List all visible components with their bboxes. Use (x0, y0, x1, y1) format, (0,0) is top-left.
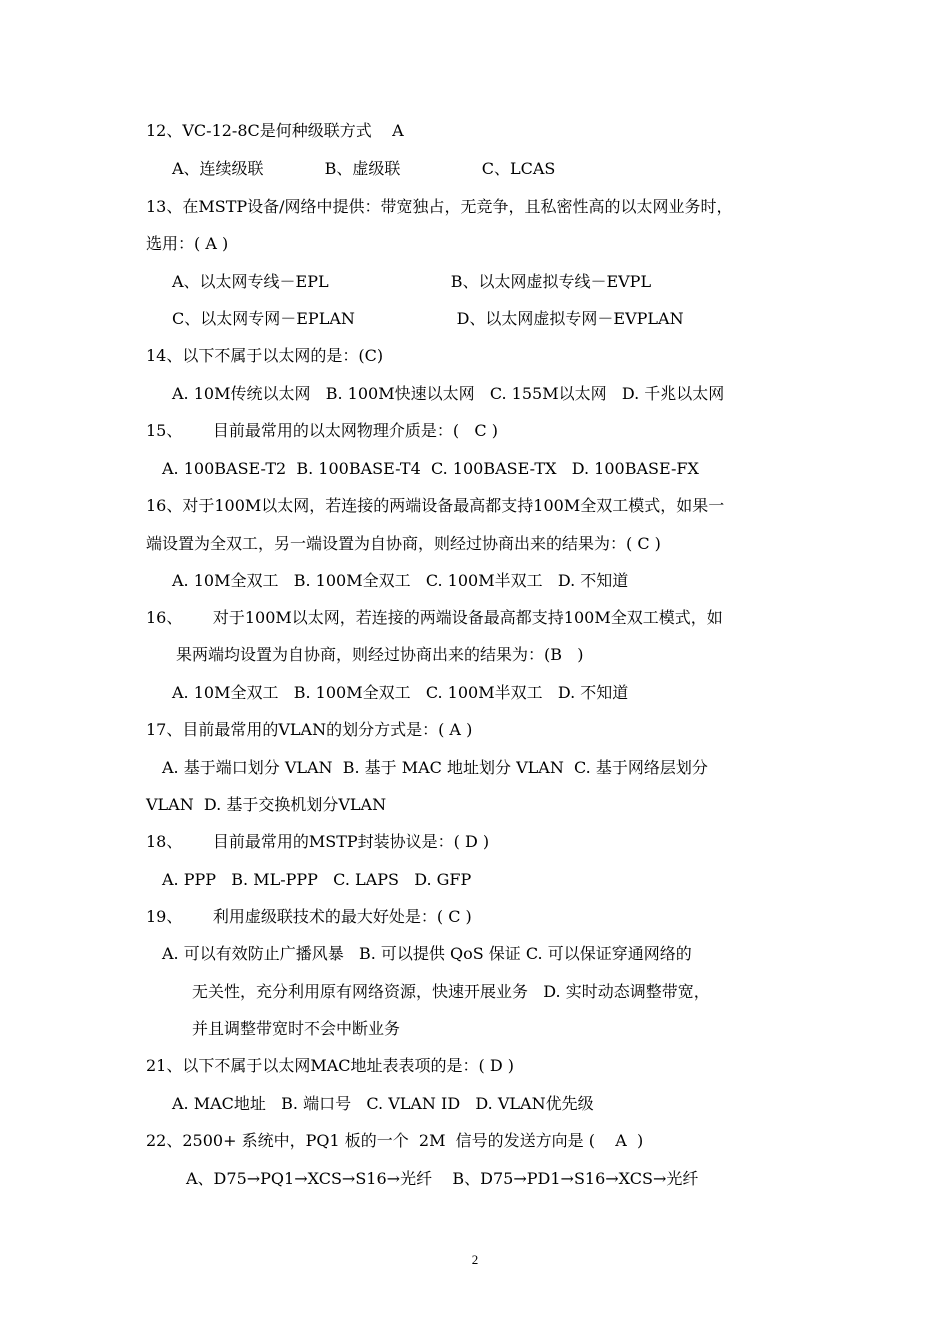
q15-stem: 15、 目前最常用的以太网物理介质是：( C ) (146, 421, 498, 440)
q13-options-ab: A、以太网专线－EPL B、以太网虚拟专线－EVPL (172, 272, 652, 291)
q19-options-cont: 无关性，充分利用原有网络资源，快速开展业务 D. 实时动态调整带宽， (192, 982, 710, 1001)
q16b-options: A. 10M全双工 B. 100M全双工 C. 100M半双工 D. 不知道 (172, 683, 629, 702)
q16a-options: A. 10M全双工 B. 100M全双工 C. 100M半双工 D. 不知道 (172, 571, 629, 590)
q14-stem: 14、以下不属于以太网的是：(C) (146, 346, 384, 365)
q14-options: A. 10M传统以太网 B. 100M快速以太网 C. 155M以太网 D. 千兆以太网 (172, 384, 725, 403)
q18-options: A. PPP B. ML-PPP C. LAPS D. GFP (162, 870, 472, 889)
q21-stem: 21、以下不属于以太网MAC地址表表项的是：( D ) (146, 1056, 515, 1075)
q17-options: A. 基于端口划分 VLAN B. 基于 MAC 地址划分 VLAN C. 基于网络层划分 (162, 758, 708, 777)
q19-options: A. 可以有效防止广播风暴 B. 可以提供 QoS 保证 C. 可以保证穿通网络的 (162, 944, 692, 963)
q17-options-cont: VLAN D. 基于交换机划分VLAN (146, 795, 387, 814)
q22-options: A、D75→PQ1→XCS→S16→光纤 B、D75→PD1→S16→XCS→光纤 (186, 1169, 699, 1188)
q16a-stem-cont: 端设置为全双工，另一端设置为自协商，则经过协商出来的结果为：( C ) (146, 534, 661, 553)
q13-stem-cont: 选用：( A ) (146, 234, 229, 253)
q17-stem: 17、目前最常用的VLAN的划分方式是：( A ) (146, 720, 473, 739)
q12-options: A、连续级联 B、虚级联 C、LCAS (172, 159, 556, 178)
q16b-stem: 16、 对于100M以太网，若连接的两端设备最高都支持100M全双工模式，如 (146, 608, 723, 627)
q12-stem: 12、VC-12-8C是何种级联方式 A (146, 121, 404, 140)
q16b-stem-cont: 果两端均设置为自协商，则经过协商出来的结果为：(B ) (176, 645, 584, 664)
q15-options: A. 100BASE-T2 B. 100BASE-T4 C. 100BASE-TX D. 100BASE-FX (162, 459, 699, 478)
q13-options-cd: C、以太网专网－EPLAN D、以太网虚拟专网－EVPLAN (172, 309, 684, 328)
q18-stem: 18、 目前最常用的MSTP封装协议是：( D ) (146, 832, 490, 851)
page-number: 2 (471, 1252, 479, 1267)
q19-stem: 19、 利用虚级联技术的最大好处是：( C ) (146, 907, 472, 926)
q21-options: A. MAC地址 B. 端口号 C. VLAN ID D. VLAN优先级 (172, 1094, 594, 1113)
q16a-stem: 16、对于100M以太网，若连接的两端设备最高都支持100M全双工模式，如果一 (146, 496, 725, 515)
q19-options-cont2: 并且调整带宽时不会中断业务 (192, 1019, 401, 1038)
q22-stem: 22、2500+ 系统中，PQ1 板的一个 2M 信号的发送方向是 ( A ) (146, 1131, 644, 1150)
q13-stem: 13、在MSTP设备/网络中提供：带宽独占，无竞争，且私密性高的以太网业务时， (146, 197, 733, 216)
